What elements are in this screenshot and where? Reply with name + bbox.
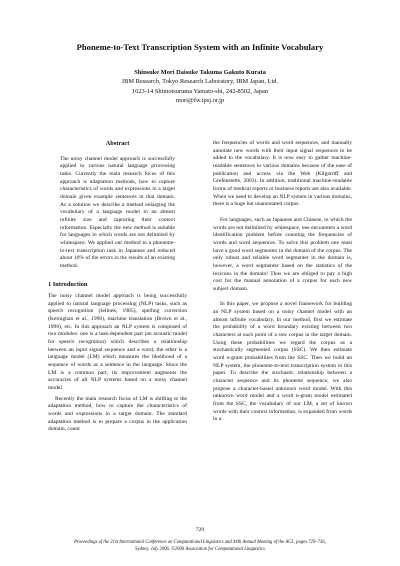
abstract-heading: Abstract xyxy=(105,140,130,147)
abstract-text: The noisy channel model approach is successfully applied to various natural language processing tasks. Currently the main research focus of this approach is adaptation methods, how to capture characteristics of words and expressions in a target domain given example sentences in that domain. As a solution we describe a method enlarging the vocabulary of a language model to an almost infinite size and capturing their context information. Especially the new method is suitable for languages in which words are not delimited by whitespace. We applied our method to a phoneme-to-text transcription task in Japanese and reduced about 10% of the errors in the results of an existing method. xyxy=(60,155,175,269)
footer-line-2: Sydney, July 2006. ©2006 Association for Computational Linguistics xyxy=(135,546,265,552)
author-block xyxy=(0,68,400,106)
left-column xyxy=(48,140,187,437)
author-email: mori@fw.ipsj.or.jp xyxy=(175,97,225,105)
right-paragraph-2: For languages, such as Japanese and Chinese, in which the words are not delimited by whitespace, one encounters a word identification problem before counting the frequencies of words and word sequences. To solve this problem one must have a good word segmenter in the domain of the corpus. The only robust and reliable word segmenter in the domain is, however, a word segmenter based on the statistics of the lexicons in the domain! Thus we are obliged to pay a high cost for the manual annotation of a corpus for each new subject domain. xyxy=(213,216,352,292)
paper-title: Phoneme-to-Text Transcription System with an Infinite Vocabulary xyxy=(76,42,324,52)
author-address: 1623-14 Shimotsuruma Yamato-shi, 242-8502, Japan xyxy=(131,87,269,95)
right-paragraph-3: In this paper, we propose a novel framework for building an NLP system based on a noisy channel model with an almost infinite vocabulary. In our method, first we estimate the probability of a word boundary existing between two characters at each point of a raw corpus in the target domain. Using these probabilities we regard the corpus as a stochastically segmented corpus (SSC). We then estimate word n-gram probabilities from the SSC. Then we build an NLP system, the phoneme-to-text transcription system in this paper. To describe the stochastic relationship between a character sequence and its phoneme sequence, we also propose a character-based unknown word model. With this unknown word model and a word n-gram model estimated from the SSC, the vocabulary of our LM, a set of known words with their context information, is expanded from words in a xyxy=(213,301,352,423)
author-names: Shinsuke Mori Daisuke Takuma Gakuto Kurata xyxy=(134,69,266,76)
intro-paragraph-1: The noisy channel model approach is being successfully applied to natural language processing (NLP) tasks, such as speech recognition (Jelinek, 1985), spelling correction (Kernighan et al., 1990), machine translation (Brown et al., 1990), etc. In this approach an NLP system is composed of two modules: one is a task-dependent part (an acoustic model for speech recognition) which describes a relationship between an input signal sequence and a word, the other is a language model (LM) which measures the likelihood of a sequence of words as a sentence in the language. Since the LM is a common part, its improvement augments the accuracies of all NLP systems based on a noisy channel model. xyxy=(48,293,187,392)
intro-paragraph-2: Recently the main research focus of LM is shifting to the adaptation method, how to capture the characteristics of words and expressions in a target domain. The standard adaptation method is to prepare a corpus in the application domain, count xyxy=(48,395,187,433)
right-column xyxy=(213,140,352,427)
footer-line-1: Proceedings of the 21st International Conference on Computational Linguistics and 44th Annual Meeting of the ACL, pages 729–736, xyxy=(74,540,326,545)
proceedings-footer xyxy=(0,540,400,553)
author-affiliation: IBM Research, Tokyo Research Laboratory, IBM Japan, Ltd. xyxy=(121,78,279,86)
right-paragraph-1: the frequencies of words and word sequences, and manually annotate new words with their input signal sequences to be added to the vocabulary. It is now easy to gather machine-readable sentences in various domains because of the ease of publication and access via the Web (Kilgarriff and Grefenstette, 2003). In addition, traditional machine-readable forms of medical reports or business reports are also available. When we need to develop an NLP system in various domains, there is a huge but unannotated corpus. xyxy=(213,140,352,208)
section-heading-introduction: 1 Introduction xyxy=(48,280,88,288)
page-number: 729 xyxy=(195,527,205,533)
